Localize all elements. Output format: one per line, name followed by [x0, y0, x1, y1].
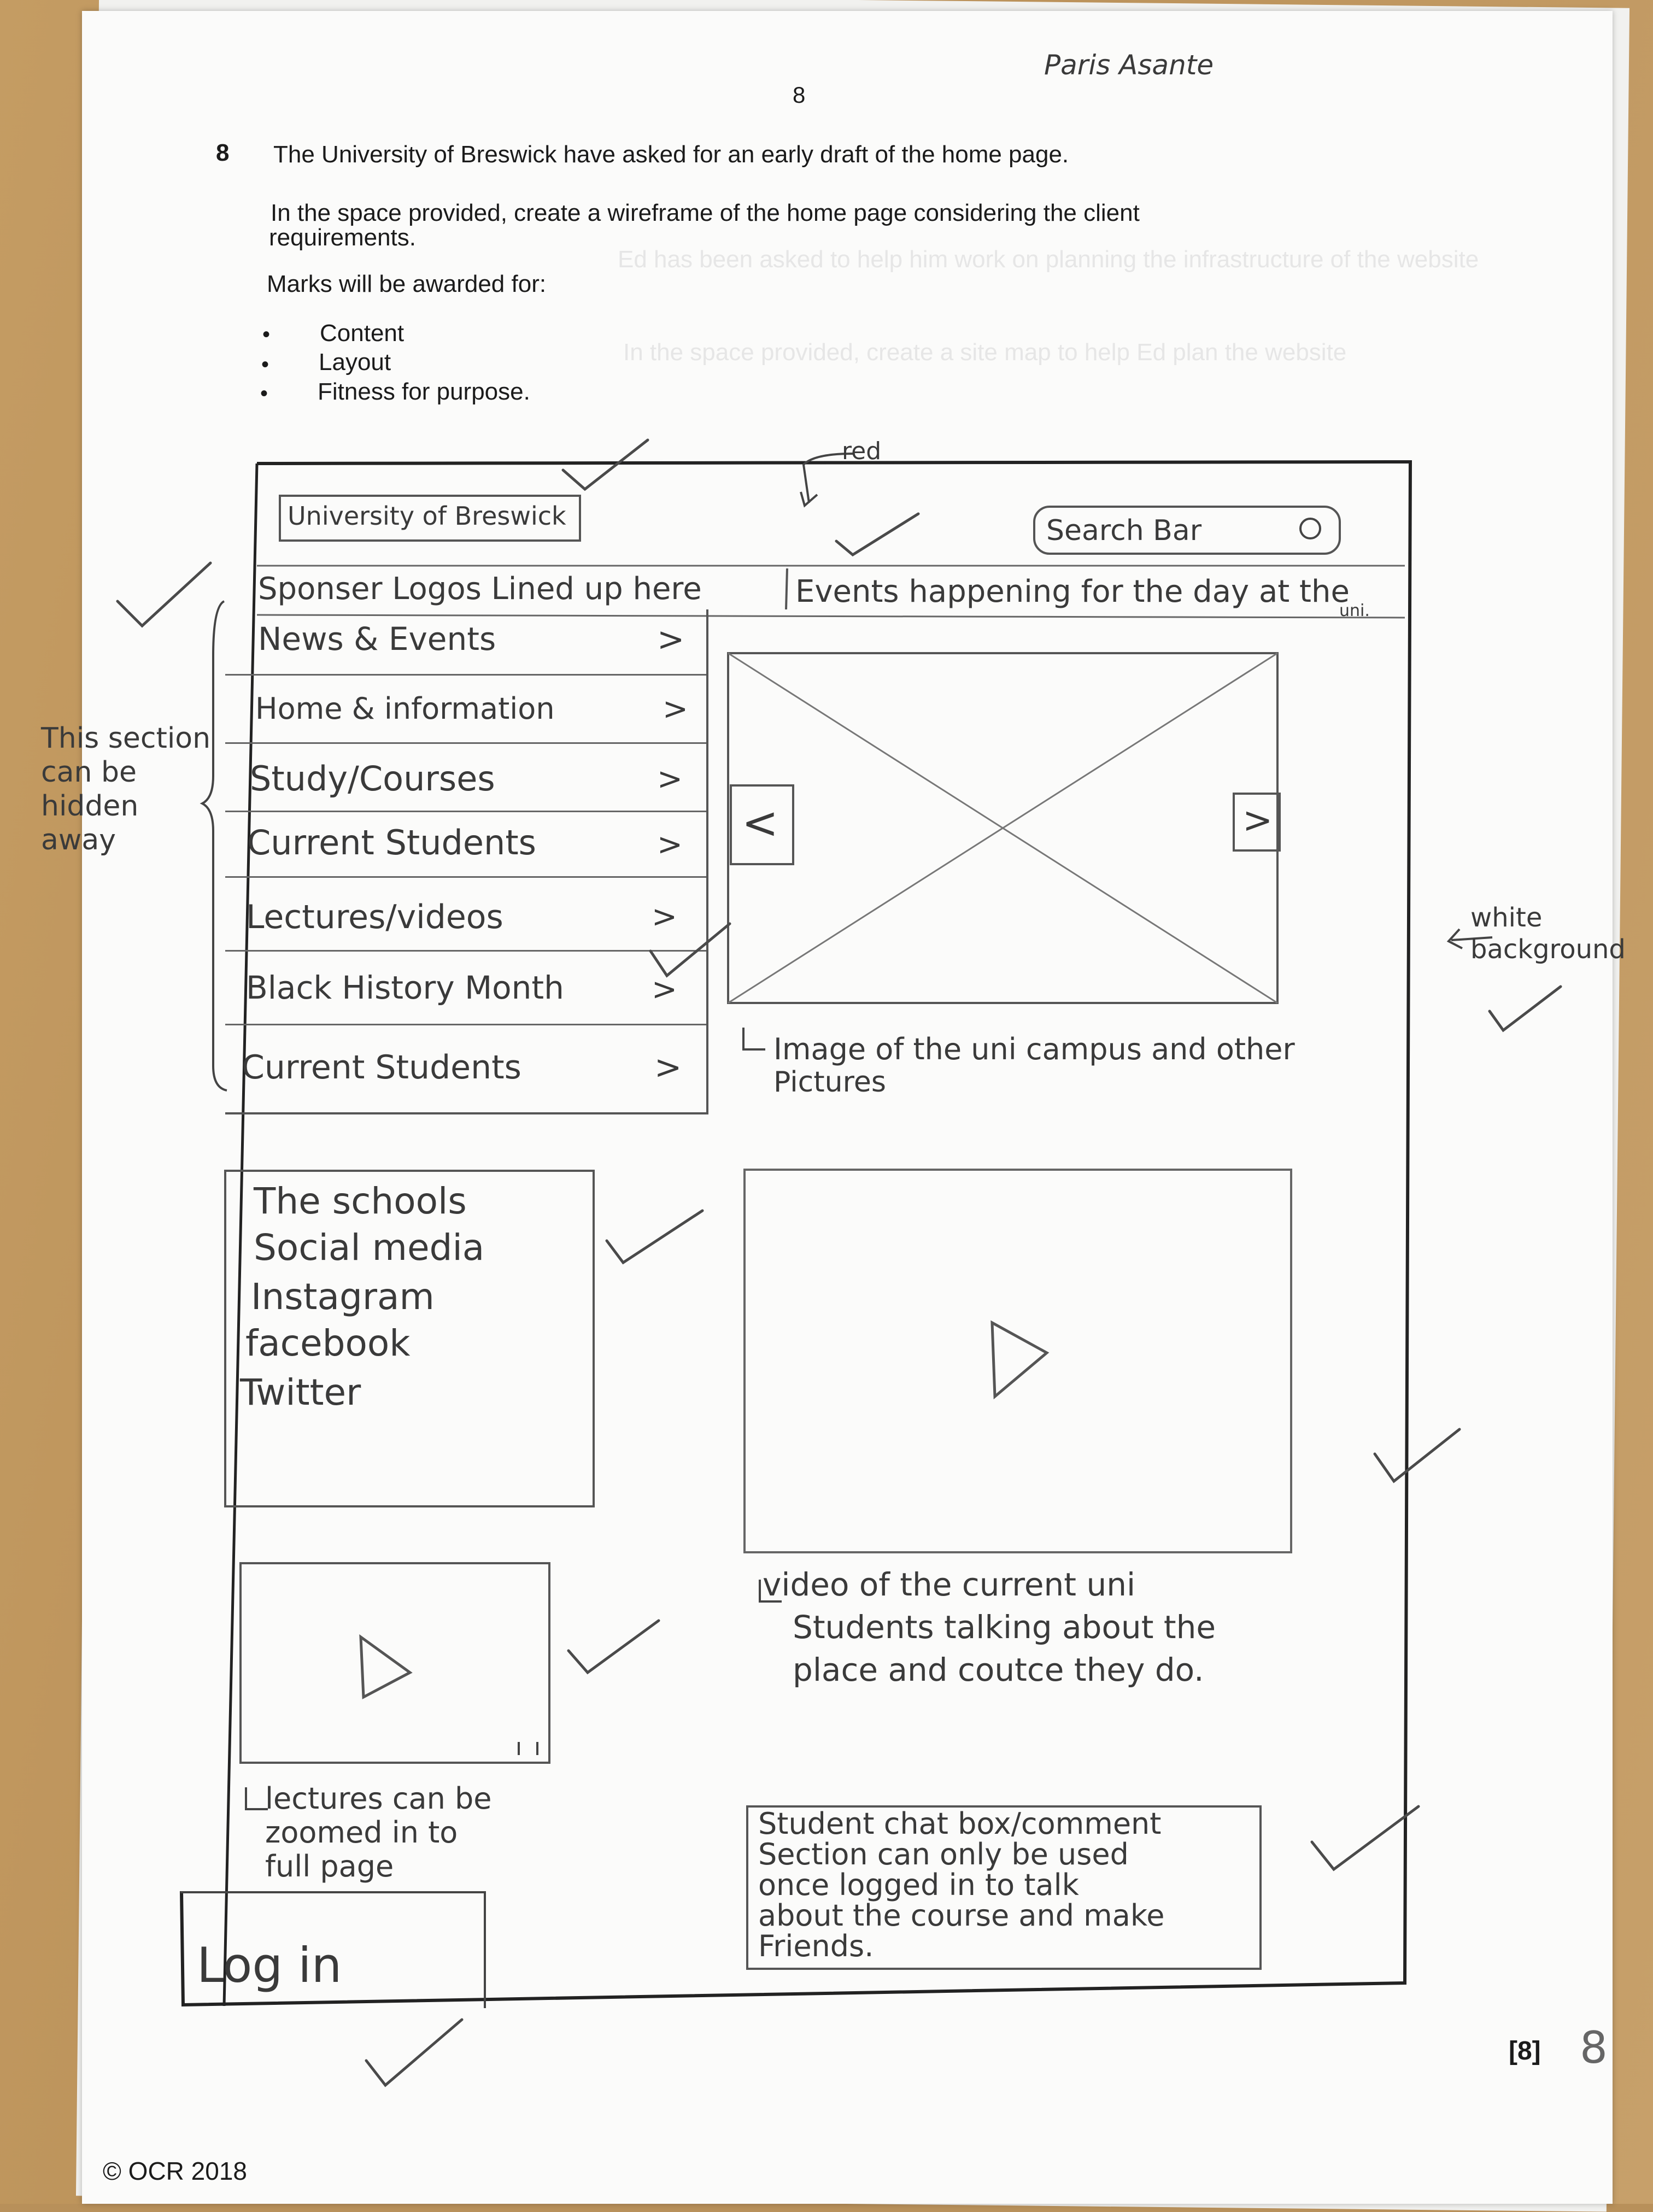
logo-label: University of Breswick [288, 501, 566, 531]
page-number: 8 [793, 82, 806, 108]
sponsor-logos-note: Sponser Logos Lined up here [258, 571, 702, 607]
question-number: 8 [216, 139, 230, 166]
chevron-right-icon: > [652, 899, 677, 935]
nav-item-label: News & Events [258, 620, 496, 658]
marks-intro: Marks will be awarded for: [267, 271, 547, 297]
image-caption: Image of the uni campus and other [773, 1032, 1295, 1066]
login-label: Log in [197, 1937, 342, 1993]
check-icon [563, 1612, 667, 1683]
check-icon [831, 503, 929, 563]
annotation-line: white [1470, 902, 1543, 933]
annotation-line: This section [41, 722, 211, 755]
chat-line: Student chat box/comment [758, 1806, 1162, 1841]
nav-item-study-courses[interactable] [225, 742, 706, 812]
criterion-layout: Layout [319, 349, 391, 375]
student-name: Paris Asante [1044, 49, 1214, 81]
video-caption [763, 1563, 1309, 1691]
annotation-line: hidden [41, 790, 139, 823]
check-icon [645, 918, 738, 989]
chevron-right-icon: > [657, 761, 683, 797]
social-line: The schools [254, 1180, 467, 1222]
video-caption-line: Students talking about the [793, 1609, 1216, 1646]
login-box[interactable] [180, 1891, 486, 2008]
nav-item-label: Current Students [247, 823, 536, 862]
chat-line: once logged in to talk [758, 1868, 1079, 1902]
social-link-twitter[interactable]: Twitter [240, 1371, 361, 1413]
search-bar-label: Search Bar [1046, 514, 1202, 547]
check-icon [558, 432, 656, 497]
annotation-white-background [1470, 902, 1626, 965]
check-icon [361, 2011, 470, 2093]
check-icon [601, 1202, 711, 1274]
social-link-instagram[interactable]: Instagram [251, 1276, 435, 1318]
nav-item-home-information[interactable] [225, 674, 706, 744]
chat-line: Section can only be used [758, 1837, 1129, 1871]
carousel-next-button[interactable] [1233, 793, 1281, 852]
main-video-player[interactable] [745, 1170, 1291, 1552]
lecture-video-player[interactable] [241, 1563, 549, 1763]
check-icon [1369, 1421, 1468, 1492]
nav-item-label: Current Students [242, 1048, 521, 1087]
play-icon[interactable] [992, 1323, 1047, 1397]
nav-item-label: Home & information [255, 691, 555, 726]
lecture-caption-line: zoomed in to [265, 1815, 458, 1850]
chevron-right-icon: > [1242, 799, 1273, 841]
criterion-fitness: Fitness for purpose. [318, 378, 530, 405]
nav-item-label: Black History Month [246, 969, 564, 1006]
nav-item-label: Lectures/videos [246, 898, 503, 936]
lecture-caption [265, 1782, 492, 1884]
logo-box [279, 495, 581, 542]
fullscreen-icon[interactable] [518, 1742, 538, 1755]
social-media-box [224, 1170, 595, 1507]
annotation-red: red [842, 437, 882, 465]
chevron-right-icon: > [663, 691, 688, 727]
chevron-right-icon: > [654, 1048, 682, 1087]
nav-item-lectures-videos[interactable] [225, 876, 706, 952]
nav-item-current-students[interactable] [225, 811, 706, 878]
chevron-left-icon: < [742, 797, 779, 848]
chevron-right-icon: > [657, 620, 685, 659]
bullet: • [261, 353, 269, 377]
events-banner: Events happening for the day at the [795, 574, 1350, 609]
check-icon [1306, 1798, 1427, 1880]
show-through-text: In the space provided, create a site map to help Ed plan the website [623, 339, 1347, 366]
play-icon[interactable] [361, 1637, 410, 1697]
chevron-right-icon: > [657, 827, 683, 862]
score: 8 [1580, 2022, 1608, 2073]
nav-item-label: Study/Courses [250, 759, 495, 799]
nav-menu [225, 609, 708, 1114]
check-icon [1484, 978, 1566, 1038]
question-text: The University of Breswick have asked for an early draft of the home page. [273, 141, 1069, 168]
show-through-text: Ed has been asked to help him work on planning the infrastructure of the website [618, 246, 1479, 273]
search-icon[interactable] [1299, 518, 1321, 539]
student-chat-box[interactable] [746, 1805, 1262, 1970]
image-caption-cont: Pictures [773, 1066, 886, 1099]
chat-line: Friends. [758, 1929, 874, 1963]
annotation-line: can be [41, 756, 137, 789]
social-line: Social media [254, 1227, 485, 1269]
check-icon [112, 552, 221, 634]
criterion-content: Content [320, 320, 405, 347]
copyright: © OCR 2018 [103, 2157, 248, 2185]
video-caption-line: video of the current uni [763, 1566, 1136, 1603]
chevron-right-icon: > [652, 972, 677, 1007]
events-banner-cont: uni. [1339, 601, 1370, 620]
chat-box-text [758, 1806, 1165, 1963]
annotation-line: away [41, 824, 116, 856]
social-link-facebook[interactable]: facebook [245, 1322, 411, 1364]
chat-line: about the course and make [758, 1898, 1165, 1933]
lecture-caption-line: full page [265, 1849, 394, 1884]
nav-item-current-students-2[interactable] [225, 1024, 706, 1100]
marks-label: [8] [1509, 2037, 1541, 2066]
nav-item-news-events[interactable] [225, 609, 706, 676]
bullet: • [260, 382, 268, 406]
lecture-caption-line: lectures can be [265, 1781, 492, 1816]
bullet: • [262, 322, 271, 347]
question-instruction-cont: requirements. [269, 224, 417, 251]
question-instruction: In the space provided, create a wireframe of the home page considering the client [271, 200, 1140, 226]
video-caption-line: place and coutce they do. [793, 1651, 1204, 1688]
annotation-hidden-note [41, 721, 210, 857]
search-bar[interactable] [1033, 506, 1341, 555]
carousel-prev-button[interactable] [730, 784, 794, 865]
annotation-line: background [1470, 934, 1626, 965]
exam-page [41, 11, 1626, 2204]
nav-item-black-history-month[interactable] [225, 950, 706, 1025]
